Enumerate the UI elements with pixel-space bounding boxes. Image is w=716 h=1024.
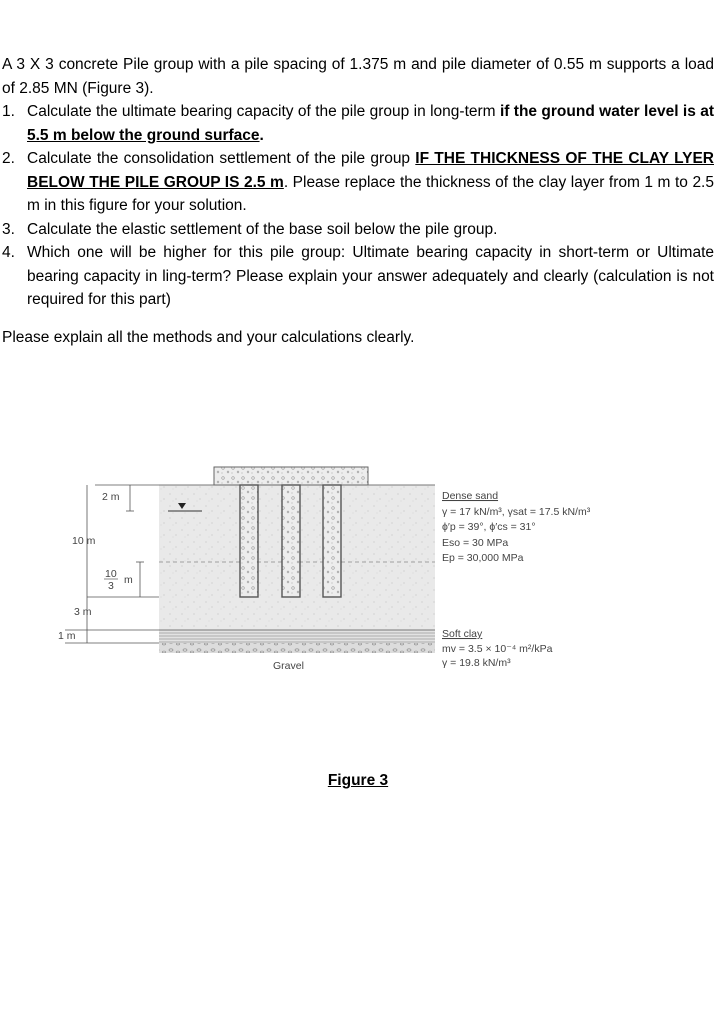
dim-label-1m: 1 m [58, 630, 76, 642]
task-text: Calculate the ultimate bearing capacity of the pile group in long-term [27, 103, 500, 120]
task-emphasis-underlined: IF THE THICKNESS OF THE CLAY LYER BELOW THE PILE GROUP IS 2.5 m [27, 150, 714, 191]
task-number: 3. [2, 220, 15, 238]
task-number: 4. [2, 244, 15, 261]
closing-instruction: Please explain all the methods and your calculations clearly. [2, 329, 415, 346]
dim-label-fraction-unit: m [124, 574, 133, 586]
task-item [2, 100, 714, 147]
pile [282, 485, 300, 597]
pile-group-figure [0, 455, 716, 685]
task-emphasis-end: . [259, 126, 264, 144]
task-item [2, 147, 714, 218]
dimension-lines [65, 485, 159, 643]
sand-title: Dense sand [442, 490, 499, 502]
clay-unit-weight: γ = 19.8 kN/m³ [442, 657, 511, 669]
dim-label-2m: 2 m [102, 491, 120, 503]
task-number: 2. [2, 150, 15, 167]
clay-title: Soft clay [442, 628, 483, 640]
pile-cap [214, 467, 368, 485]
task-emphasis: if the ground water level is at [499, 103, 714, 120]
task-item [2, 218, 714, 242]
task-text: Calculate the consolidation settlement of the pile group [27, 150, 416, 167]
pile [323, 485, 341, 597]
task-list [2, 100, 714, 312]
problem-intro: A 3 X 3 concrete Pile group with a pile spacing of 1.375 m and pile diameter of 0.55 m supports a load of 2.85 MN (Figure 3). [2, 56, 714, 97]
dim-label-fraction-den: 3 [108, 580, 114, 592]
gravel-label: Gravel [273, 660, 304, 672]
gravel-layer [159, 643, 435, 653]
task-text: Calculate the elastic settlement of the base soil below the pile group. [27, 220, 498, 238]
sand-friction-angle: ϕ′p = 39°, ϕ′cs = 31° [442, 521, 536, 533]
task-number: 1. [2, 103, 15, 120]
task-text-end: . Please replace the thickness of the clay layer from 1 m to 2.5 m in this figure for your solution. [27, 173, 714, 214]
clay-compressibility: mv = 3.5 × 10⁻⁴ m²/kPa [442, 643, 553, 655]
figure-caption: Figure 3 [327, 772, 389, 789]
sand-modulus: Eso = 30 MPa [442, 537, 509, 549]
task-text: Which one will be higher for this pile group: Ultimate bearing capacity in short-term or Ultimate bearing capacity in ling-term? Please explain your answer adequately and clearly (calculation is not required for this part) [27, 244, 714, 308]
pile-modulus: Ep = 30,000 MPa [442, 552, 524, 564]
dim-label-10m: 10 m [72, 535, 96, 547]
soft-clay-layer [159, 630, 435, 643]
pile [240, 485, 258, 597]
dim-label-fraction-num: 10 [105, 568, 117, 580]
task-emphasis-underlined: 5.5 m below the ground surface [27, 126, 260, 144]
dim-label-3m: 3 m [74, 606, 92, 618]
task-item [2, 241, 714, 312]
sand-unit-weight: γ = 17 kN/m³, γsat = 17.5 kN/m³ [442, 506, 591, 518]
